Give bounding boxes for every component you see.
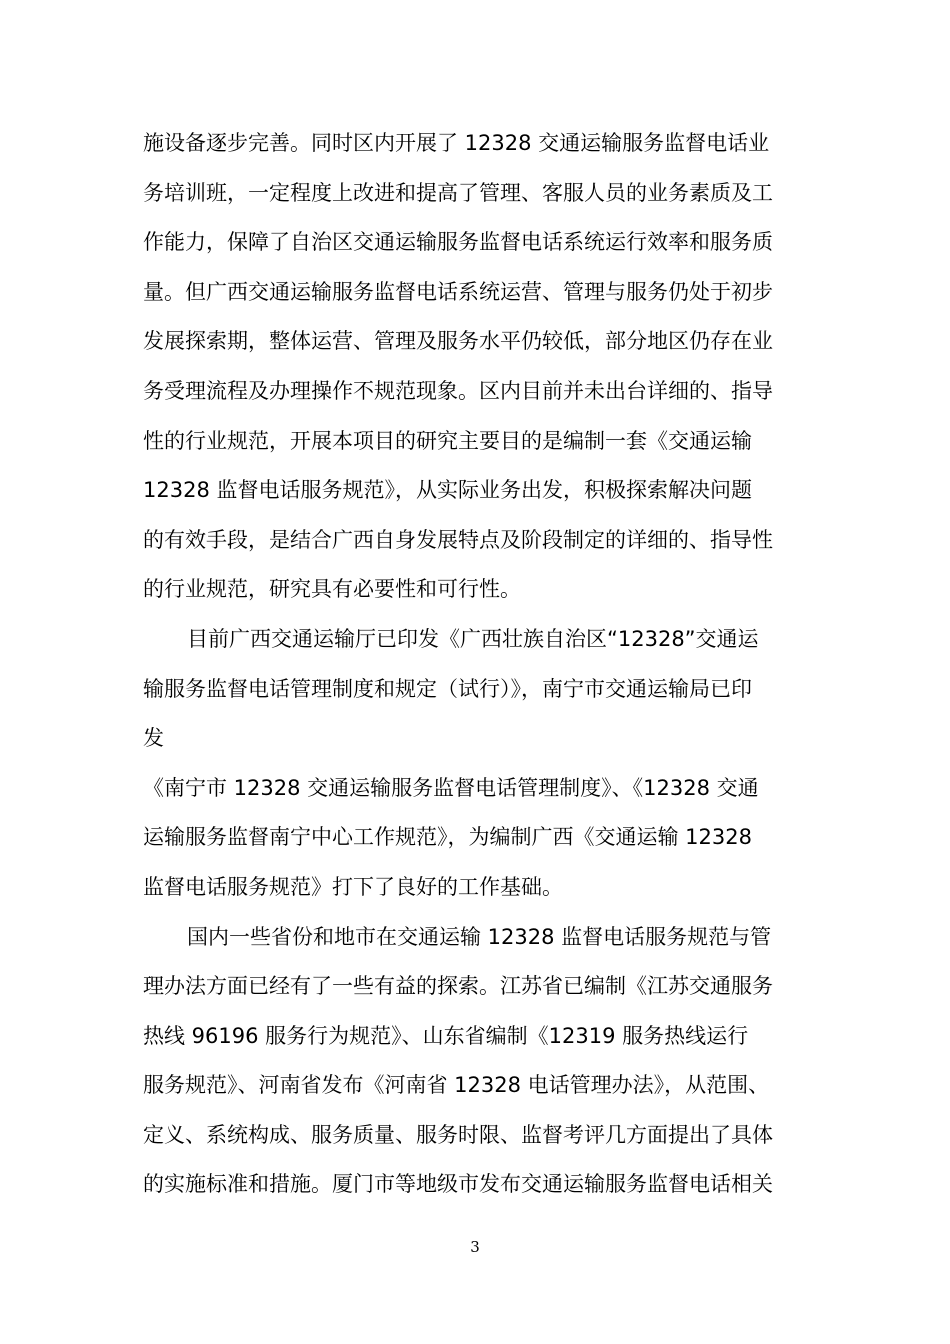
body-text bbox=[143, 119, 823, 1210]
text-line: 12328 监督电话服务规范》，从实际业务出发，积极探索解决问题 bbox=[143, 478, 752, 503]
text-line: 量。但广西交通运输服务监督电话系统运营、管理与服务仍处于初步 bbox=[143, 279, 773, 304]
page-number: 3 bbox=[470, 1238, 480, 1256]
text-line: 热线 96196 服务行为规范》、山东省编制《12319 服务热线运行 bbox=[143, 1023, 749, 1048]
text-line: 施设备逐步完善。同时区内开展了 12328 交通运输服务监督电话业 bbox=[143, 131, 770, 155]
text-line: 发 bbox=[143, 726, 164, 751]
text-line: 务受理流程及办理操作不规范现象。区内目前并未出台详细的、指导 bbox=[143, 378, 773, 403]
text-line: 务培训班，一定程度上改进和提高了管理、客服人员的业务素质及工 bbox=[143, 180, 773, 205]
text-line: 输服务监督电话管理制度和规定（试行）》，南宁市交通运输局已印 bbox=[143, 676, 752, 701]
text-line: 性的行业规范，开展本项目的研究主要目的是编制一套《交通运输 bbox=[143, 428, 752, 453]
paragraph-start-line: 目前广西交通运输厅已印发《广西壮族自治区“12328”交通运 bbox=[187, 626, 759, 651]
paragraph-start-line: 国内一些省份和地市在交通运输 12328 监督电话服务规范与管 bbox=[187, 924, 772, 949]
text-line: 定义、系统构成、服务质量、服务时限、监督考评几方面提出了具体 bbox=[143, 1122, 773, 1147]
text-line: 服务规范》、河南省发布《河南省 12328 电话管理办法》，从范围、 bbox=[143, 1073, 770, 1098]
text-line: 的行业规范，研究具有必要性和可行性。 bbox=[143, 577, 521, 602]
text-line: 的有效手段，是结合广西自身发展特点及阶段制定的详细的、指导性 bbox=[143, 527, 773, 552]
text-line: 《南宁市 12328 交通运输服务监督电话管理制度》、《12328 交通 bbox=[143, 775, 759, 800]
text-line: 的实施标准和措施。厦门市等地级市发布交通运输服务监督电话相关 bbox=[143, 1172, 773, 1197]
text-line: 作能力，保障了自治区交通运输服务监督电话系统运行效率和服务质 bbox=[143, 230, 773, 255]
text-line: 发展探索期，整体运营、管理及服务水平仍较低，部分地区仍存在业 bbox=[143, 329, 773, 354]
text-line: 运输服务监督南宁中心工作规范》，为编制广西《交通运输 12328 bbox=[143, 825, 752, 850]
text-line: 理办法方面已经有了一些有益的探索。江苏省已编制《江苏交通服务 bbox=[143, 974, 773, 999]
text-line: 监督电话服务规范》打下了良好的工作基础。 bbox=[143, 874, 563, 899]
